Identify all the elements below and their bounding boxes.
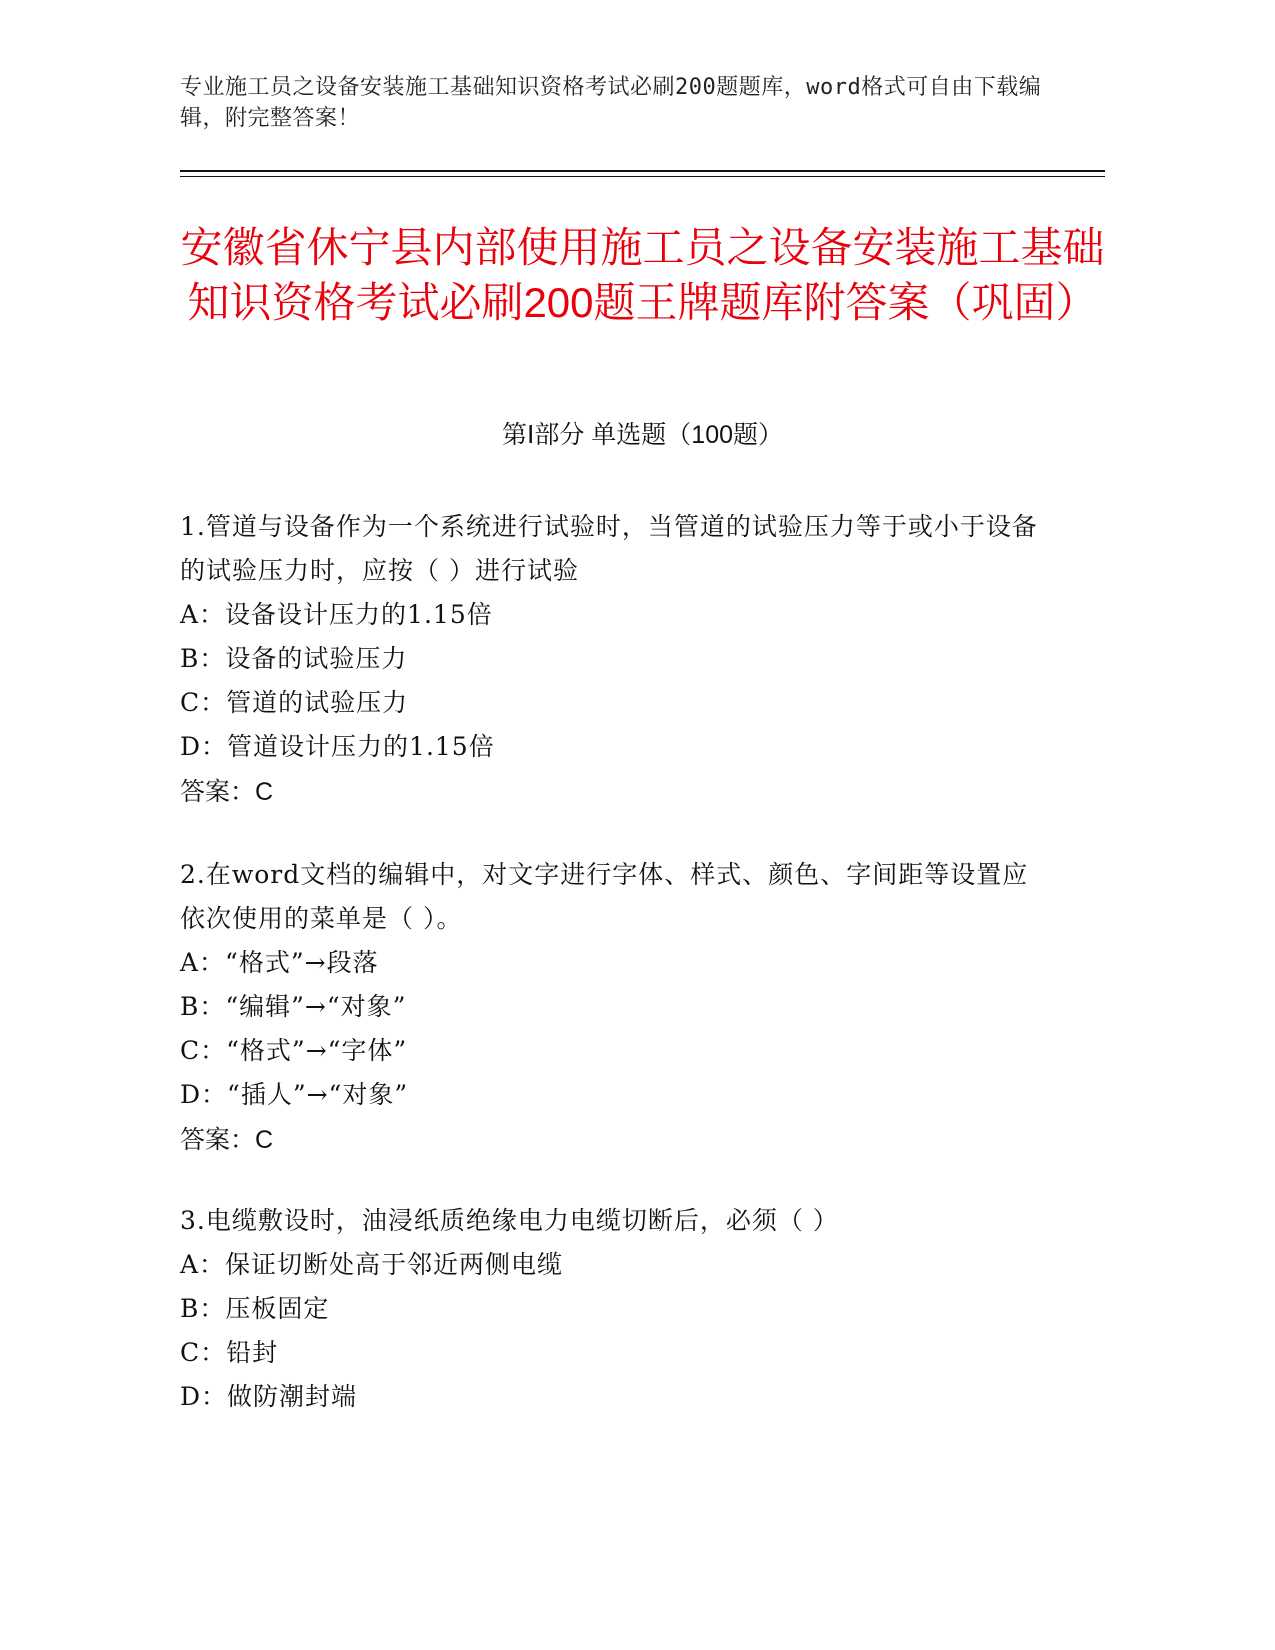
option-a: A：设备设计压力的1.15倍 bbox=[180, 600, 493, 629]
header-note: 专业施工员之设备安装施工基础知识资格考试必刷200题题库，word格式可自由下载编辑，附完整答案！ bbox=[180, 75, 1042, 131]
question-item bbox=[180, 1199, 1040, 1419]
option-d: D：“插人”→“对象” bbox=[180, 1080, 409, 1109]
option-c: C：管道的试验压力 bbox=[180, 688, 409, 717]
question-stem: 1.管道与设备作为一个系统进行试验时，当管道的试验压力等于或小于设备的试验压力时，应按（ ）进行试验 bbox=[180, 512, 1038, 585]
option-b: B：“编辑”→“对象” bbox=[180, 992, 407, 1021]
question-stem: 3.电缆敷设时，油浸纸质绝缘电力电缆切断后，必须（ ） bbox=[180, 1206, 839, 1235]
header-rule-thin bbox=[180, 176, 1105, 177]
option-a: A：保证切断处高于邻近两侧电缆 bbox=[180, 1250, 564, 1279]
question-item bbox=[180, 853, 1040, 1163]
option-b: B：压板固定 bbox=[180, 1294, 330, 1323]
answer-line: 答案：C bbox=[180, 1126, 274, 1154]
option-c: C：铅封 bbox=[180, 1338, 279, 1367]
option-b: B：设备的试验压力 bbox=[180, 644, 408, 673]
document-title: 安徽省休宁县内部使用施工员之设备安装施工基础知识资格考试必刷200题王牌题库附答案（巩固） bbox=[180, 224, 1105, 326]
answer-line: 答案：C bbox=[180, 778, 274, 806]
question-item bbox=[180, 505, 1040, 815]
option-d: D：做防潮封端 bbox=[180, 1382, 358, 1411]
question-stem: 2.在word文档的编辑中，对文字进行字体、样式、颜色、字间距等设置应依次使用的菜单是（ ）。 bbox=[180, 860, 1029, 933]
option-d: D：管道设计压力的1.15倍 bbox=[180, 732, 495, 761]
section-title: 第Ⅰ部分 单选题（100题） bbox=[501, 421, 784, 449]
header-rule-thick bbox=[180, 170, 1105, 172]
option-c: C：“格式”→“字体” bbox=[180, 1036, 408, 1065]
option-a: A：“格式”→段落 bbox=[180, 948, 379, 977]
